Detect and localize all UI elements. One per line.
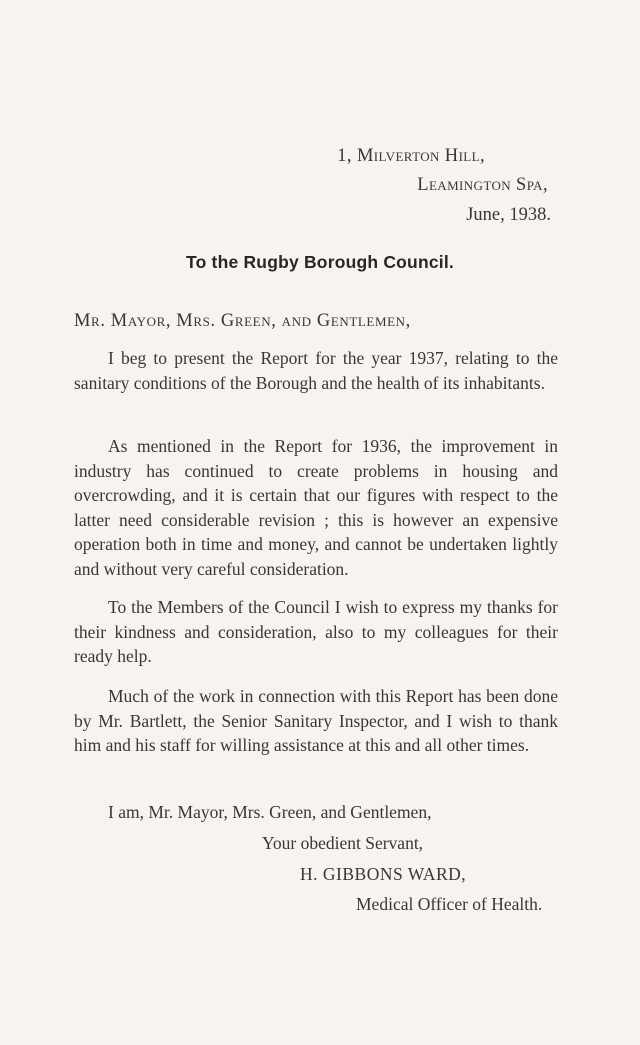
closing-address: I am, Mr. Mayor, Mrs. Green, and Gentlemen, — [108, 802, 432, 822]
paragraph-thanks-council: To the Members of the Council I wish to express my thanks for their kindness and consideration, also to my colleagues for their ready help. — [74, 597, 558, 667]
closing-valediction: Your obedient Servant, — [262, 833, 424, 853]
address-line-town: Leamington Spa, — [417, 175, 548, 195]
letter-date: June, 1938. — [466, 205, 551, 225]
address-line-street: 1, Milverton Hill, — [337, 146, 485, 166]
paragraph-thanks-inspector: Much of the work in connection with this Report has been done by Mr. Bartlett, the Senior Sanitary Inspector, and I wish to thank him and his staff for willing assistance at this and all other times. — [74, 686, 558, 756]
signature-title: Medical Officer of Health. — [356, 894, 543, 914]
signature-name: H. GIBBONS WARD, — [300, 864, 467, 884]
salutation: Mr. Mayor, Mrs. Green, and Gentlemen, — [74, 311, 411, 331]
paragraph-housing: As mentioned in the Report for 1936, the improvement in industry has continued to create problems in housing and overcrowding, and it is certain that our figures with respect to the latter need considerable revision ; this is however an expensive operation both in time and money, and cannot be undertaken lightly and without very careful consideration. — [74, 436, 558, 579]
letter-heading: To the Rugby Borough Council. — [186, 252, 454, 272]
paragraph-report-intro: I beg to present the Report for the year 1937, relating to the sanitary conditions of the Borough and the health of its inhabitants. — [74, 348, 558, 393]
